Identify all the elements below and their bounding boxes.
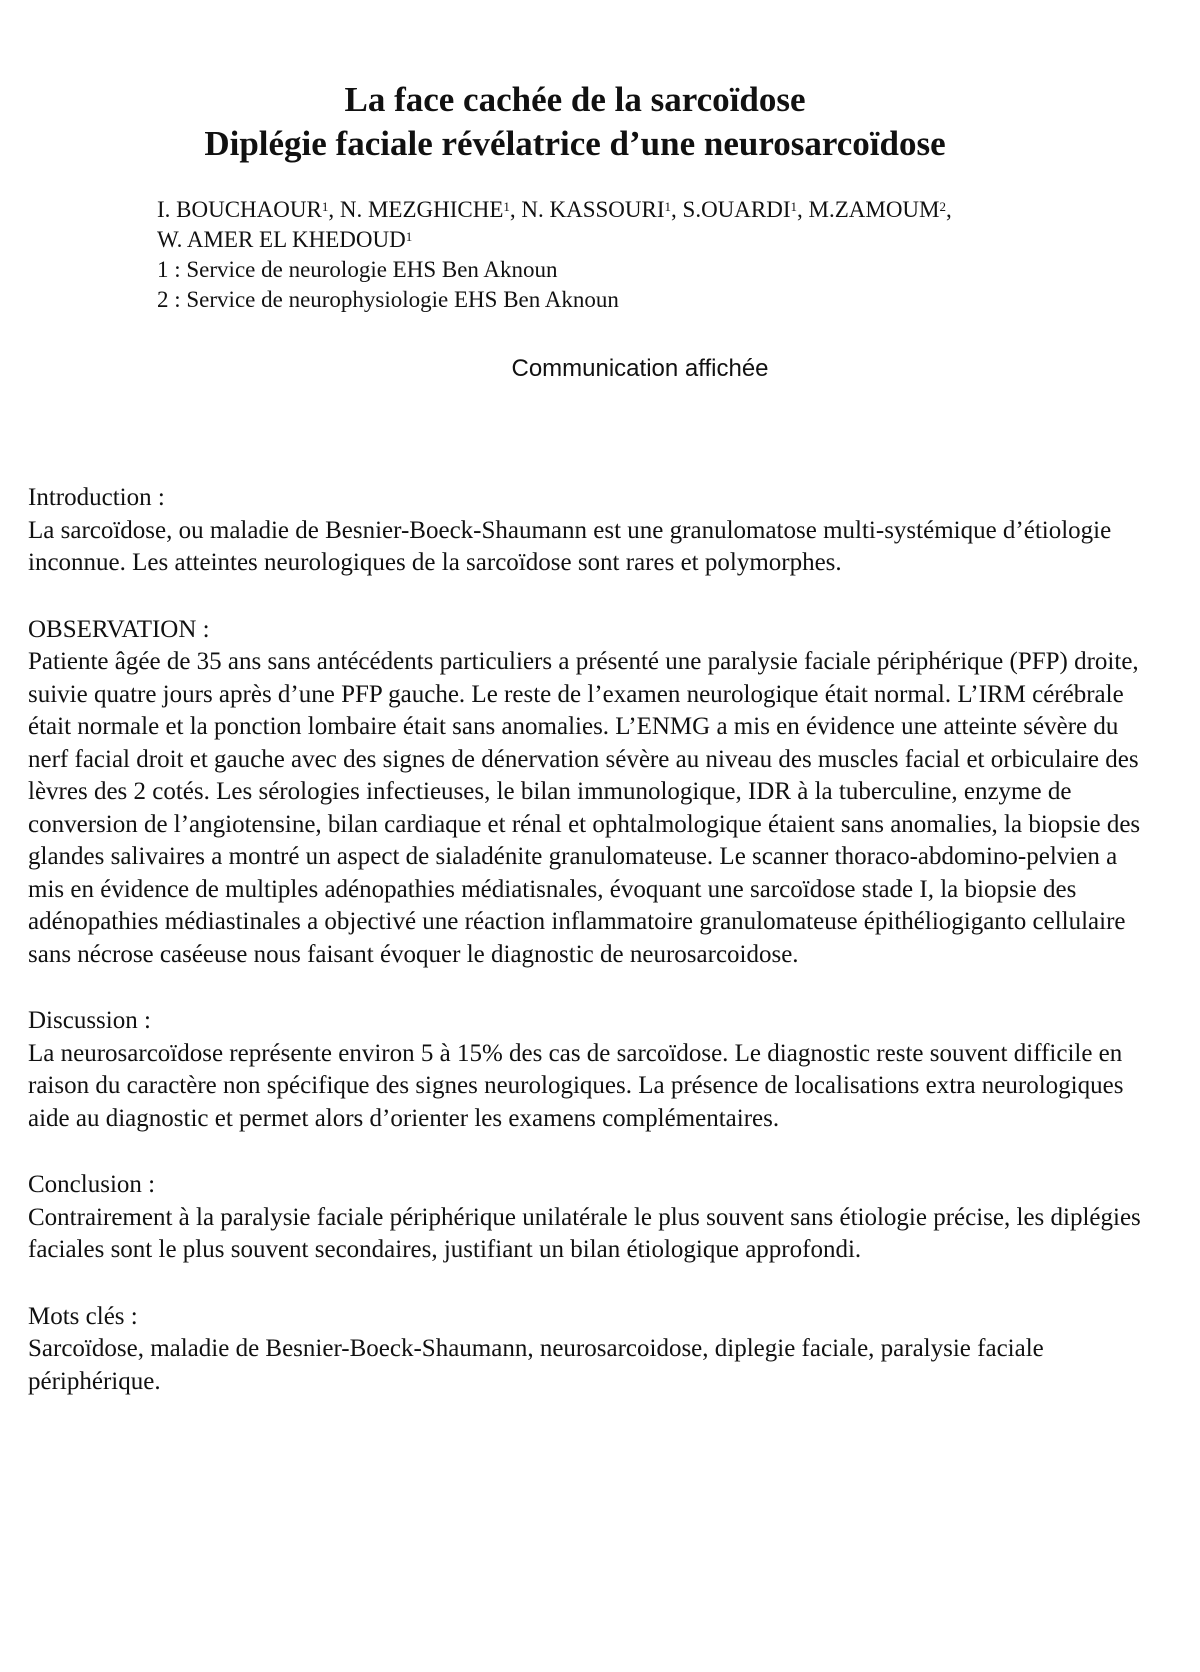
author-name: S.OUARDI [682,197,791,222]
section-discussion [28,1005,1158,1135]
author-name: M.ZAMOUM [808,197,940,222]
section-text: La neurosarcoïdose représente environ 5 à 15% des cas de sarcoïdose. Le diagnostic reste souvent difficile en raison du caractère non spécifique des signes neurologiques. La présence de localisations extra neurologiques aide au diagnostic et permet alors d’orienter les examens complémentaires. [28,1039,1124,1132]
section-text: Patiente âgée de 35 ans sans antécédents particuliers a présenté une paralysie faciale périphérique (PFP) droite, suivie quatre jours après d’une PFP gauche. Le reste de l’examen neurologique était normal. L’IRM cérébrale était normale et la ponction lombaire était sans anomalies. L’ENMG a mis en évidence une atteinte sévère du nerf facial droit et gauche avec des signes de dénervation sévère au niveau des muscles facial et orbiculaire des lèvres des 2 cotés. Les sérologies infectieuses, le bilan immunologique, IDR à la tuberculine, enzyme de conversion de l’angiotensine, bilan cardiaque et rénal et ophtalmologique étaient sans anomalies, la biopsie des glandes salivaires a montré un aspect de sialadénite granulomateuse. Le scanner thoraco-abdomino-pelvien a mis en évidence de multiples adénopathies médiatisnales, évoquant une sarcoïdose stade I, la biopsie des adénopathies médiastinales a objectivé une réaction inflammatoire granulomateuse épithéliogiganto cellulaire sans nécrose caséeuse nous faisant évoquer le diagnostic de neurosarcoidose. [28,648,1141,968]
author-name: N. MEZGHICHE [339,197,504,222]
section-heading: Mots clés : [28,1302,138,1330]
section-observation [28,614,1158,972]
document-title [0,78,1150,166]
author-separator: , [797,197,809,222]
author-affiliation-mark: 1 [790,199,798,214]
author-name: N. KASSOURI [521,197,665,222]
section-heading: Introduction : [28,484,165,511]
section-heading: OBSERVATION : [28,615,210,643]
author-separator: , [946,197,952,222]
author-separator: , [671,197,683,222]
author-separator: , [509,197,522,222]
author-separator: , [328,197,340,222]
section-introduction [28,482,1158,580]
abstract-body [28,482,1158,1432]
author-line-2 [157,225,1157,255]
title-line-1: La face cachée de la sarcoïdose [344,80,806,119]
title-line-2: Diplégie faciale révélatrice d’une neurosarcoïdose [204,124,946,163]
author-affiliation-mark: 1 [664,199,672,214]
affiliation-2: 2 : Service de neurophysiologie EHS Ben Aknoun [157,287,619,312]
section-keywords [28,1301,1158,1399]
section-heading: Discussion : [28,1007,151,1034]
section-heading: Conclusion : [28,1171,156,1198]
section-text: La sarcoïdose, ou maladie de Besnier-Boeck-Shaumann est une granulomatose multi-systémique d’étiologie inconnue. Les atteintes neurologiques de la sarcoïdose sont rares et polymorphes. [28,516,1112,576]
author-block [157,195,1157,315]
section-conclusion [28,1169,1158,1267]
author-affiliation-mark: 1 [321,199,329,214]
author-line-1 [157,195,1157,225]
author-name: I. BOUCHAOUR [157,197,322,222]
affiliation-1: 1 : Service de neurologie EHS Ben Aknoun [157,257,558,282]
author-affiliation-mark: 1 [405,229,413,244]
section-text: Sarcoïdose, maladie de Besnier-Boeck-Shaumann, neurosarcoidose, diplegie faciale, paralysie faciale périphérique. [28,1335,1044,1395]
author-affiliation-mark: 1 [503,199,510,214]
author-name: W. AMER EL KHEDOUD [157,227,406,252]
communication-type: Communication affichée [511,355,769,382]
section-text: Contrairement à la paralysie faciale périphérique unilatérale le plus souvent sans étiologie précise, les diplégies faciales sont le plus souvent secondaires, justifiant un bilan étiologique approfondi. [28,1203,1141,1263]
author-affiliation-mark: 2 [939,199,946,214]
